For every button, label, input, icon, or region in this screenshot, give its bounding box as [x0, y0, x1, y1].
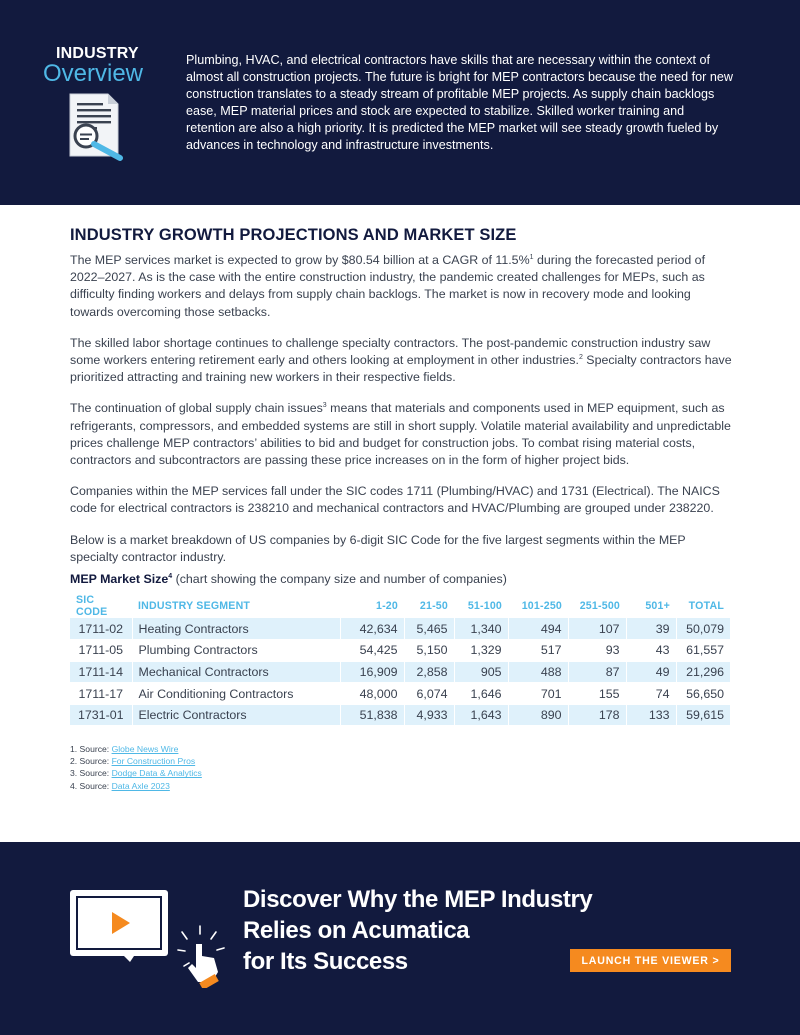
header-industry-segment: INDUSTRY SEGMENT [138, 600, 251, 612]
overview-kicker: INDUSTRY [56, 45, 139, 62]
cta-heading-line: for Its Success [243, 948, 408, 975]
table-row [70, 640, 730, 662]
cell-251-500: 93 [568, 640, 626, 662]
cell-251-500: 178 [568, 704, 626, 726]
cell-501-plus: 49 [626, 661, 676, 683]
cell-total: 61,557 [676, 640, 730, 662]
source-link-dodge-data[interactable]: Dodge Data & Analytics [111, 768, 202, 779]
cell-51-100: 1,340 [454, 618, 508, 640]
overview-text: Plumbing, HVAC, and electrical contractors have skills that are necessary within the context of almost all construction projects. The future is bright for MEP contractors because the need for new construction translates to a steady stream of profitable MEP projects. As supply chain backlogs ease, MEP material prices and stock are expected to stabilize. Skilled worker training and retention are also a high priority. It is predicted the MEP market will see steady growth fueled by advances in technology and infrastructure investments. [186, 53, 733, 152]
source-item: 3. Source: Dodge Data & Analytics [70, 768, 202, 779]
cell-1-20: 51,838 [340, 704, 404, 726]
cell-1-20: 42,634 [340, 618, 404, 640]
cell-251-500: 107 [568, 618, 626, 640]
cell-segment: Heating Contractors [132, 618, 340, 640]
cell-segment: Plumbing Contractors [132, 640, 340, 662]
source-item: 2. Source: For Construction Pros [70, 756, 196, 767]
cell-101-250: 517 [508, 640, 568, 662]
document-magnifier-icon [64, 90, 128, 167]
cell-51-100: 905 [454, 661, 508, 683]
paragraph-labor-shortage: The skilled labor shortage continues to challenge specialty contractors. The post-pandemic construction industry saw some workers entering retirement early and others looking at employment in other industries.$^2$ Specialty contractors have prioritized attracting and training new workers in their respective fields. [70, 335, 732, 385]
table-row [70, 618, 730, 640]
cell-sic-code: 1711-02 [70, 618, 132, 640]
source-item: 4. Source: Data Axle 2023 [70, 780, 170, 791]
cell-sic-code: 1731-01 [70, 704, 132, 726]
cell-101-250: 701 [508, 683, 568, 705]
video-player-click-icon [68, 888, 238, 993]
source-item: 1. Source: Globe News Wire [70, 744, 179, 754]
cell-segment: Mechanical Contractors [132, 661, 340, 683]
paragraph-supply-chain: The continuation of global supply chain issues$^3$ means that materials and components used in MEP equipment, such as refrigerants, compressors, and embedded systems are still in short supply. Volatile material availability and unpredictable prices challenge MEP contractors’ abilities to bid and budget for construction jobs. To combat rising material costs, contractors and subcontractors are passing these price increases on in the form of higher project bids. [70, 401, 731, 468]
cell-1-20: 54,425 [340, 640, 404, 662]
cell-21-50: 4,933 [404, 704, 454, 726]
cell-251-500: 155 [568, 683, 626, 705]
overview-title: Overview [42, 60, 144, 87]
cell-51-100: 1,329 [454, 640, 508, 662]
table-row [70, 661, 730, 683]
paragraph-breakdown-intro: Below is a market breakdown of US companies by 6-digit SIC Code for the five largest segments within the MEP specialty contractor industry. [70, 532, 686, 564]
source-link-data-axle[interactable]: Data Axle 2023 [111, 780, 170, 791]
header-1-20: 1-20 [375, 600, 398, 612]
cell-segment: Air Conditioning Contractors [132, 683, 340, 705]
paragraph-sic-codes: Companies within the MEP services fall under the SIC codes 1711 (Plumbing/HVAC) and 1731 (Electrical). The NAICS code for electrical contractors is 238210 and mechanical contractors and HVAC/Plumbing are grouped under 238220. [70, 484, 720, 516]
table-row [70, 683, 730, 705]
cell-21-50: 6,074 [404, 683, 454, 705]
section-heading: INDUSTRY GROWTH PROJECTIONS AND MARKET SIZE [70, 226, 517, 244]
paragraph-market-growth: The MEP services market is expected to grow by $80.54 billion at a CAGR of 11.5%$^1$ during the forecasted period of 2022–2027. As is the case with the entire construction industry, the pandemic created challenges for MEPs, such as difficulty finding workers and delays from supply chain backlogs. The market is now in recovery mode and looking towards overcoming those setbacks. [70, 253, 706, 319]
cell-total: 50,079 [676, 618, 730, 640]
cta-heading-line: Relies on Acumatica [243, 917, 470, 944]
source-link-globe-news-wire[interactable]: Globe News Wire [111, 744, 179, 754]
cell-1-20: 48,000 [340, 683, 404, 705]
header-101-250: 101-250 [521, 600, 562, 612]
cell-21-50: 5,465 [404, 618, 454, 640]
source-footnotes [70, 743, 202, 792]
cell-51-100: 1,646 [454, 683, 508, 705]
cell-101-250: 890 [508, 704, 568, 726]
header-total: TOTAL [688, 600, 724, 612]
header-sic-code: SIC CODE [76, 594, 108, 618]
cell-251-500: 87 [568, 661, 626, 683]
cell-total: 59,615 [676, 704, 730, 726]
cell-501-plus: 43 [626, 640, 676, 662]
cell-total: 56,650 [676, 683, 730, 705]
table-row [70, 704, 730, 726]
source-link-for-construction-pros[interactable]: For Construction Pros [111, 756, 196, 767]
mep-market-size-table [70, 594, 730, 726]
cta-heading [243, 884, 623, 977]
cta-heading-line: Discover Why the MEP Industry [243, 886, 593, 913]
cell-total: 21,296 [676, 661, 730, 683]
cell-1-20: 16,909 [340, 661, 404, 683]
cell-501-plus: 74 [626, 683, 676, 705]
cell-51-100: 1,643 [454, 704, 508, 726]
header-501-plus: 501+ [645, 600, 670, 612]
cell-sic-code: 1711-17 [70, 683, 132, 705]
cell-101-250: 488 [508, 661, 568, 683]
launch-viewer-button[interactable]: LAUNCH THE VIEWER > [570, 949, 731, 972]
table-caption: MEP Market Size$^4$ (chart showing the company size and number of companies) [70, 572, 507, 586]
cell-501-plus: 133 [626, 704, 676, 726]
cell-21-50: 5,150 [404, 640, 454, 662]
header-21-50: 21-50 [419, 600, 448, 612]
cell-501-plus: 39 [626, 618, 676, 640]
growth-section [70, 226, 734, 580]
cell-sic-code: 1711-14 [70, 661, 132, 683]
cell-101-250: 494 [508, 618, 568, 640]
header-51-100: 51-100 [467, 600, 502, 612]
cell-21-50: 2,858 [404, 661, 454, 683]
cell-segment: Electric Contractors [132, 704, 340, 726]
table-header-row [70, 594, 730, 618]
header-251-500: 251-500 [579, 600, 620, 612]
cell-sic-code: 1711-05 [70, 640, 132, 662]
